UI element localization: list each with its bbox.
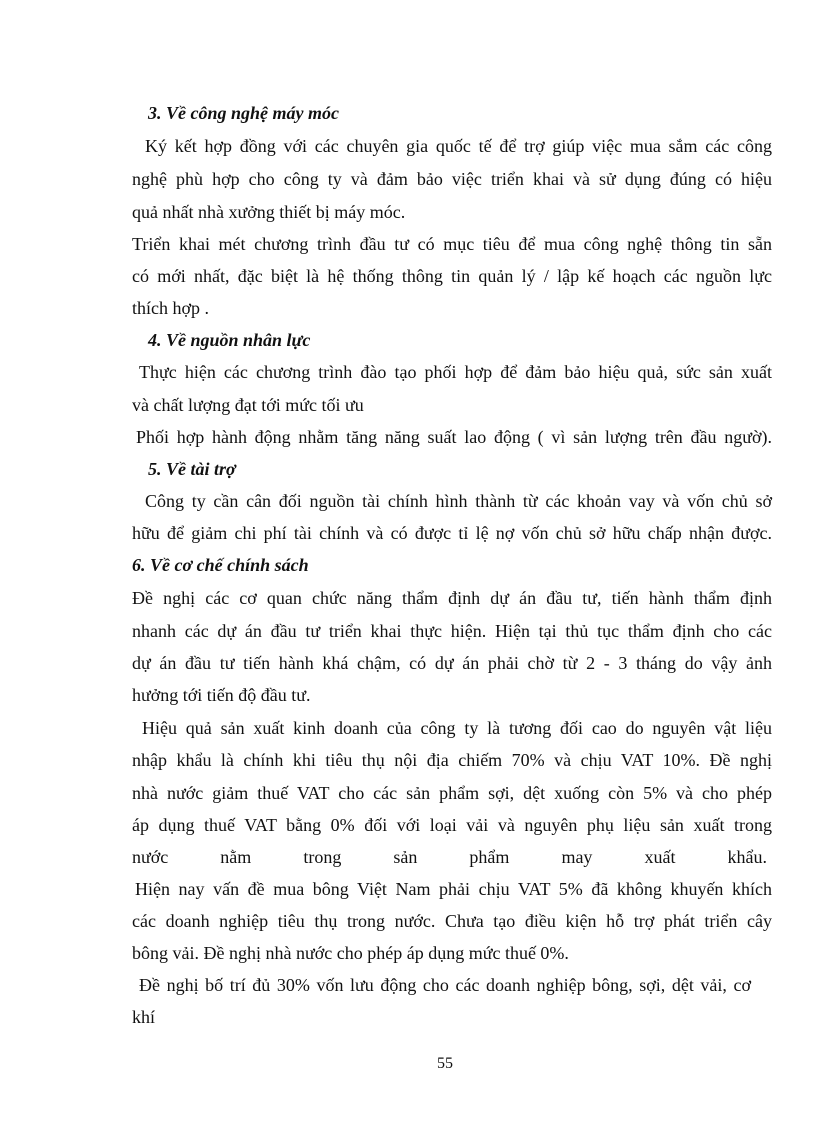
- paragraph-line: Đề nghị các cơ quan chức năng thẩm định dự án đầu tư, tiến hành thẩm định: [132, 588, 772, 608]
- paragraph-line: nhà nước giảm thuế VAT cho các sản phẩm sợi, dệt xuống còn 5% và cho phép: [132, 783, 772, 803]
- paragraph-line: Thực hiện các chương trình đào tạo phối hợp để đảm bảo hiệu quả, sức sản xuất: [139, 362, 772, 382]
- paragraph-line: khí: [132, 1007, 156, 1027]
- paragraph-line: Đề nghị bố trí đủ 30% vốn lưu động cho các doanh nghiệp bông, sợi, dệt vải, cơ: [139, 975, 751, 995]
- paragraph-line: hữu để giảm chi phí tài chính và có được tỉ lệ nợ vốn chủ sở hữu chấp nhận được.: [132, 523, 772, 543]
- paragraph-line: nhập khẩu là chính khi tiêu thụ nội địa chiếm 70% và chịu VAT 10%. Đề nghị: [132, 750, 772, 770]
- paragraph-line: dự án đầu tư tiến hành khá chậm, có dự án phải chờ từ 2 - 3 tháng do vậy ảnh: [132, 653, 772, 673]
- section-heading-technology: 3. Về công nghệ máy móc: [148, 103, 339, 123]
- paragraph-line: áp dụng thuế VAT bằng 0% đối với loại vải và nguyên phụ liệu sản xuất trong: [132, 815, 772, 835]
- paragraph-line: Hiện nay vấn đề mua bông Việt Nam phải chịu VAT 5% đã không khuyến khích: [135, 879, 772, 899]
- paragraph-line: có mới nhất, đặc biệt là hệ thống thông tin quản lý / lập kế hoạch các nguồn lực: [132, 266, 772, 286]
- page-number: 55: [437, 1055, 453, 1072]
- paragraph-line: bông vải. Đề nghị nhà nước cho phép áp dụng mức thuế 0%.: [132, 943, 569, 963]
- paragraph-line: Phối hợp hành động nhằm tăng năng suất lao động ( vì sản lượng trên đầu ngườ).: [136, 427, 772, 447]
- section-heading-policy: 6. Về cơ chế chính sách: [132, 555, 309, 575]
- paragraph-line: quả nhất nhà xưởng thiết bị máy móc.: [132, 202, 406, 222]
- section-heading-financing: 5. Về tài trợ: [148, 459, 236, 479]
- paragraph-line: Công ty cần cân đối nguồn tài chính hình thành từ các khoản vay và vốn chủ sở: [145, 491, 772, 511]
- section-heading-human-resources: 4. Về nguồn nhân lực: [148, 330, 311, 350]
- paragraph-line: nhanh các dự án đầu tư triển khai thực hiện. Hiện tại thủ tục thẩm định cho các: [132, 621, 772, 641]
- paragraph-line: Ký kết hợp đồng với các chuyên gia quốc tế để trợ giúp việc mua sắm các công: [145, 136, 772, 156]
- paragraph-line: các doanh nghiệp tiêu thụ trong nước. Chưa tạo điều kiện hỗ trợ phát triển cây: [132, 911, 772, 931]
- paragraph-line: nước nằm trong sản phẩm may xuất khẩu.: [132, 847, 767, 867]
- paragraph-line: hưởng tới tiến độ đầu tư.: [132, 685, 311, 705]
- paragraph-line: và chất lượng đạt tới mức tối ưu: [132, 395, 364, 415]
- paragraph-line: nghệ phù hợp cho công ty và đảm bảo việc triển khai và sử dụng đúng có hiệu: [132, 169, 772, 189]
- paragraph-line: Hiệu quả sản xuất kinh doanh của công ty là tương đối cao do nguyên vật liệu: [142, 718, 772, 738]
- paragraph-line: thích hợp .: [132, 298, 210, 318]
- paragraph-line: Triển khai mét chương trình đầu tư có mục tiêu để mua công nghệ thông tin sẵn: [132, 234, 772, 254]
